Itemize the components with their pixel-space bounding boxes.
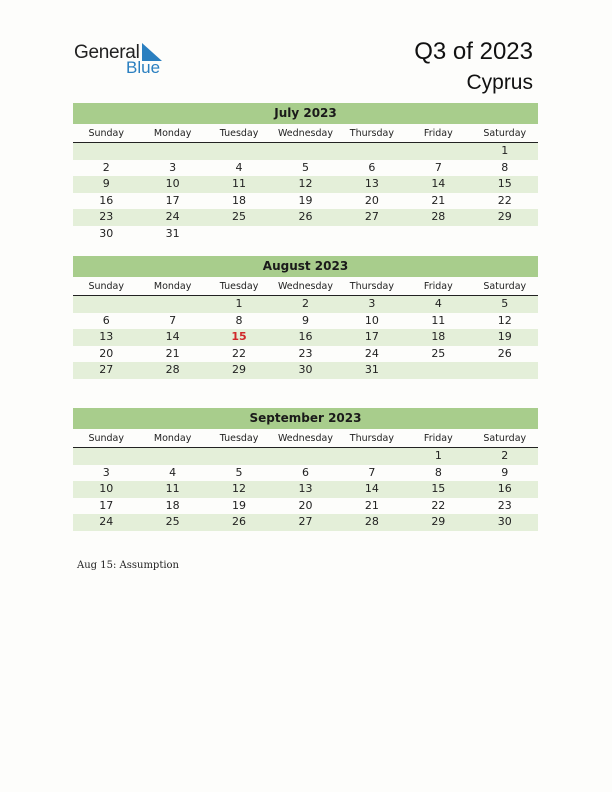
day-cell: 26 [232,515,247,529]
day-cell: 23 [99,210,114,224]
weekday-label: Wednesday [277,281,333,292]
calendar-month-september [73,408,538,531]
day-cell: 28 [364,515,379,529]
weekday-label: Monday [153,128,192,139]
day-cell: 18 [232,193,247,207]
weekday-label: Thursday [349,128,394,139]
month-header: September 2023 [73,408,538,429]
day-cell: 11 [232,177,247,191]
day-cell: 1 [501,144,509,157]
day-cell: 27 [298,515,313,529]
weekday-label: Friday [423,128,453,139]
day-cell: 2 [501,449,509,462]
day-cell: 14 [431,177,446,191]
day-cell: 4 [169,465,177,479]
weekday-label: Monday [153,433,192,444]
weekday-label: Tuesday [219,433,259,444]
day-cell: 8 [434,465,442,479]
day-cell: 21 [165,346,180,360]
day-cell: 16 [298,330,313,344]
day-cell: 25 [165,515,180,529]
day-cell: 8 [501,160,509,174]
day-cell: 26 [497,346,512,360]
week-row [73,465,538,482]
day-cell: 3 [169,160,177,174]
day-cell [272,448,338,465]
weekday-label: Sunday [88,433,124,444]
day-cell: 25 [431,346,446,360]
day-cell [339,448,405,465]
day-cell: 7 [434,160,442,174]
day-cell: 5 [501,297,509,310]
day-cell: 10 [165,177,180,191]
day-cell: 8 [235,313,243,327]
day-cell [73,296,139,313]
day-cell [73,448,139,465]
day-cell: 22 [497,193,512,207]
day-cell [206,226,272,243]
day-cell: 2 [301,297,309,310]
day-cell: 20 [298,498,313,512]
week-row [73,362,538,379]
week-row [73,193,538,210]
day-cell: 12 [298,177,313,191]
day-cell [472,362,538,379]
day-cell: 28 [431,210,446,224]
day-cell: 20 [364,193,379,207]
day-cell: 13 [364,177,379,191]
day-cell: 15 [497,177,512,191]
week-row [73,226,538,243]
day-cell: 31 [165,226,180,240]
day-cell: 2 [102,160,110,174]
day-cell: 24 [99,515,114,529]
day-cell: 14 [165,330,180,344]
week-row [73,498,538,515]
day-cell [339,143,405,160]
weekday-label: Friday [423,433,453,444]
day-cell: 9 [501,465,509,479]
day-cell: 21 [364,498,379,512]
day-cell: 24 [364,346,379,360]
day-cell: 21 [431,193,446,207]
calendar-month-july [73,103,538,243]
week-row [73,296,538,313]
weekday-label: Tuesday [219,281,259,292]
weekday-label: Sunday [88,128,124,139]
day-cell: 15 [431,482,446,496]
weekday-header-row [73,124,538,143]
week-row [73,514,538,531]
day-cell: 11 [165,482,180,496]
weekday-label: Friday [423,281,453,292]
week-row [73,313,538,330]
day-cell: 19 [497,330,512,344]
day-cell: 30 [497,515,512,529]
day-cell [472,226,538,243]
day-cell: 17 [99,498,114,512]
day-cell [73,143,139,160]
weekday-label: Saturday [483,128,527,139]
day-cell [405,143,471,160]
day-cell: 30 [99,226,114,240]
weekday-header-row [73,277,538,296]
weekday-label: Saturday [483,281,527,292]
day-cell: 22 [431,498,446,512]
day-cell: 1 [434,449,442,462]
week-row [73,329,538,346]
day-cell [405,362,471,379]
week-row [73,346,538,363]
day-cell: 11 [431,313,446,327]
day-cell: 23 [497,498,512,512]
day-cell: 30 [298,363,313,377]
day-cell: 3 [368,297,376,310]
day-cell: 26 [298,210,313,224]
day-cell: 4 [235,160,243,174]
day-cell: 16 [99,193,114,207]
week-row [73,143,538,160]
day-cell: 7 [368,465,376,479]
day-cell: 29 [232,363,247,377]
week-row [73,160,538,177]
day-cell: 13 [99,330,114,344]
day-cell: 20 [99,346,114,360]
day-cell: 22 [232,346,247,360]
weekday-label: Saturday [483,433,527,444]
weekday-label: Thursday [349,433,394,444]
day-cell: 12 [232,482,247,496]
day-cell: 1 [235,297,243,310]
day-cell: 3 [102,465,110,479]
weekday-label: Monday [153,281,192,292]
day-cell: 6 [102,313,110,327]
day-cell [272,226,338,243]
day-cell: 6 [368,160,376,174]
logo [74,42,174,78]
day-cell: 18 [165,498,180,512]
logo-text-blue: Blue [126,58,161,77]
day-cell: 29 [431,515,446,529]
day-cell: 9 [102,177,110,191]
day-cell: 23 [298,346,313,360]
week-row [73,481,538,498]
day-cell [272,143,338,160]
day-cell: 25 [232,210,247,224]
month-header: August 2023 [73,256,538,277]
holiday-note: Aug 15: Assumption [77,560,180,571]
day-cell: 10 [364,313,379,327]
day-cell [206,143,272,160]
day-cell: 16 [497,482,512,496]
logo-text-general: General [74,42,140,63]
day-cell: 13 [298,482,313,496]
weekday-label: Wednesday [277,433,333,444]
weekday-label: Wednesday [277,128,333,139]
calendar-month-august [73,256,538,379]
day-cell: 10 [99,482,114,496]
day-cell: 27 [364,210,379,224]
day-cell: 31 [364,363,379,377]
week-row [73,176,538,193]
day-cell: 17 [364,330,379,344]
day-cell: 19 [232,498,247,512]
day-cell: 6 [301,465,309,479]
day-cell [139,296,205,313]
day-cell: 14 [364,482,379,496]
day-cell: 29 [497,210,512,224]
day-cell: 19 [298,193,313,207]
page-title: Q3 of 2023 [414,38,533,65]
weekday-label: Sunday [88,281,124,292]
month-header: July 2023 [73,103,538,124]
weekday-label: Thursday [349,281,394,292]
day-cell: 5 [235,465,243,479]
day-cell: 24 [165,210,180,224]
day-cell: 7 [169,313,177,327]
day-cell: 28 [165,363,180,377]
day-cell [139,143,205,160]
week-row [73,209,538,226]
day-cell: 5 [301,160,309,174]
day-cell [405,226,471,243]
day-cell: 27 [99,363,114,377]
day-cell [339,226,405,243]
country-name: Cyprus [466,71,533,94]
week-row [73,448,538,465]
day-cell: 9 [301,313,309,327]
day-cell: 18 [431,330,446,344]
day-cell: 12 [497,313,512,327]
holiday-day-cell: 15 [231,330,247,344]
day-cell: 17 [165,193,180,207]
weekday-label: Tuesday [219,128,259,139]
weekday-header-row [73,429,538,448]
day-cell [206,448,272,465]
day-cell: 4 [434,297,442,310]
day-cell [139,448,205,465]
